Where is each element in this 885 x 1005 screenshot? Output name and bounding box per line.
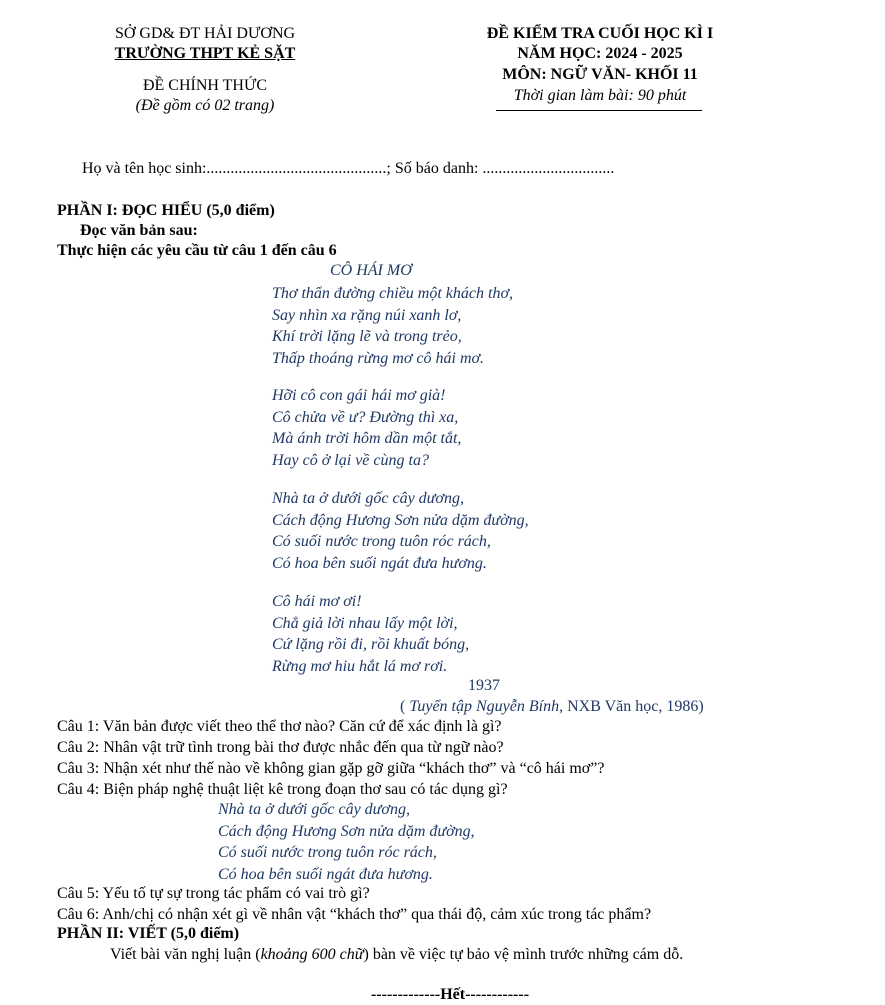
school-name: TRƯỜNG THPT KẺ SẶT [114,45,296,62]
quoted-line: Có suối nước trong tuôn róc rách, [218,844,437,861]
source-publisher: , NXB Văn học, 1986) [559,698,704,715]
part2-title: PHẦN II: VIẾT (5,0 điểm) [57,925,240,942]
poem-line: Cô hái mơ ơi! [272,593,362,610]
poem-line: Hỡi cô con gái hái mơ già! [272,387,446,404]
poem-line: Nhà ta ở dưới gốc cây dương, [272,490,464,507]
poem-stanza-2 [272,385,461,471]
exam-title: ĐỀ KIỂM TRA CUỐI HỌC KÌ I [486,25,714,42]
poem-line: Cứ lặng rồi đi, rồi khuất bóng, [272,636,470,653]
poem-source [400,697,704,717]
poem-line: Thơ thẩn đường chiều một khách thơ, [272,285,513,302]
poem-line: Mà ánh trời hôm dần một tắt, [272,430,462,447]
part1-title: PHẦN I: ĐỌC HIỂU (5,0 điểm) [57,202,275,219]
quoted-line: Nhà ta ở dưới gốc cây dương, [218,801,410,818]
quoted-line: Có hoa bên suối ngát đưa hương. [218,865,433,883]
subject-line: MÔN: NGỮ VĂN- KHỐI 11 [502,66,698,83]
question-5: Câu 5: Yếu tố tự sự trong tác phẩm có vai trò gì? [57,885,370,902]
writing-prompt [110,945,683,965]
department-name: SỞ GD& ĐT HẢI DƯƠNG [114,25,296,42]
poem-line: Rừng mơ hiu hắt lá mơ rơi. [272,657,448,675]
poem-year: 1937 [468,677,500,694]
poem-stanza-1 [272,283,513,369]
poem-line: Say nhìn xa rặng núi xanh lơ, [272,306,462,324]
student-info-line: Họ và tên học sinh:.............................................; Số báo danh: ................................. [82,160,615,177]
poem-line: Hay cô ở lại về cùng ta? [272,451,429,469]
poem-line: Khí trời lặng lẽ và trong trẻo, [272,328,462,345]
end-mark: -------------Hết------------ [370,986,530,1003]
poem-line: Thấp thoáng rừng mơ cô hái mơ. [272,349,485,367]
poem-title: CÔ HÁI MƠ [330,262,412,279]
source-book-title: Tuyển tập Nguyễn Bính [409,698,560,715]
writing-prompt-start: Viết bài văn nghị luận ( [110,946,261,963]
poem-line: Cách động Hương Sơn nửa dặm đường, [272,511,529,529]
official-exam-label: ĐỀ CHÍNH THỨC [142,77,268,94]
question-1: Câu 1: Văn bản được viết theo thể thơ nào? Căn cứ để xác định là gì? [57,718,502,735]
poem-line: Cô chửa về ư? Đường thì xa, [272,408,459,426]
task-instruction: Thực hiện các yêu cầu từ câu 1 đến câu 6 [57,242,337,259]
question-2: Câu 2: Nhân vật trữ tình trong bài thơ được nhắc đến qua từ ngữ nào? [57,739,504,756]
question-4: Câu 4: Biện pháp nghệ thuật liệt kê trong đoạn thơ sau có tác dụng gì? [57,781,508,798]
duration-line: Thời gian làm bài: 90 phút [513,87,687,104]
school-year: NĂM HỌC: 2024 - 2025 [517,45,683,62]
header-divider [496,110,702,111]
question-3: Câu 3: Nhận xét như thế nào về không gian gặp gỡ giữa “khách thơ” và “cô hái mơ”? [57,760,605,777]
read-instruction: Đọc văn bản sau: [80,222,198,239]
source-open: ( [400,698,406,715]
poem-stanza-3 [272,488,529,574]
quoted-stanza [218,799,475,885]
poem-stanza-4 [272,591,469,677]
poem-line: Chẳ giả lời nhau lấy một lời, [272,614,458,632]
writing-prompt-end: ) bàn về việc tự bảo vệ mình trước những cám dỗ. [363,946,684,963]
question-6: Câu 6: Anh/chị có nhận xét gì về nhân vật “khách thơ” qua thái độ, cảm xúc trong tác phẩm? [57,906,652,923]
writing-prompt-length: khoảng 600 chữ [260,946,364,963]
poem-line: Có suối nước trong tuôn róc rách, [272,533,491,550]
poem-line: Có hoa bên suối ngát đưa hương. [272,554,487,572]
quoted-line: Cách động Hương Sơn nửa dặm đường, [218,822,475,840]
pages-note: (Đề gồm có 02 trang) [135,97,275,114]
